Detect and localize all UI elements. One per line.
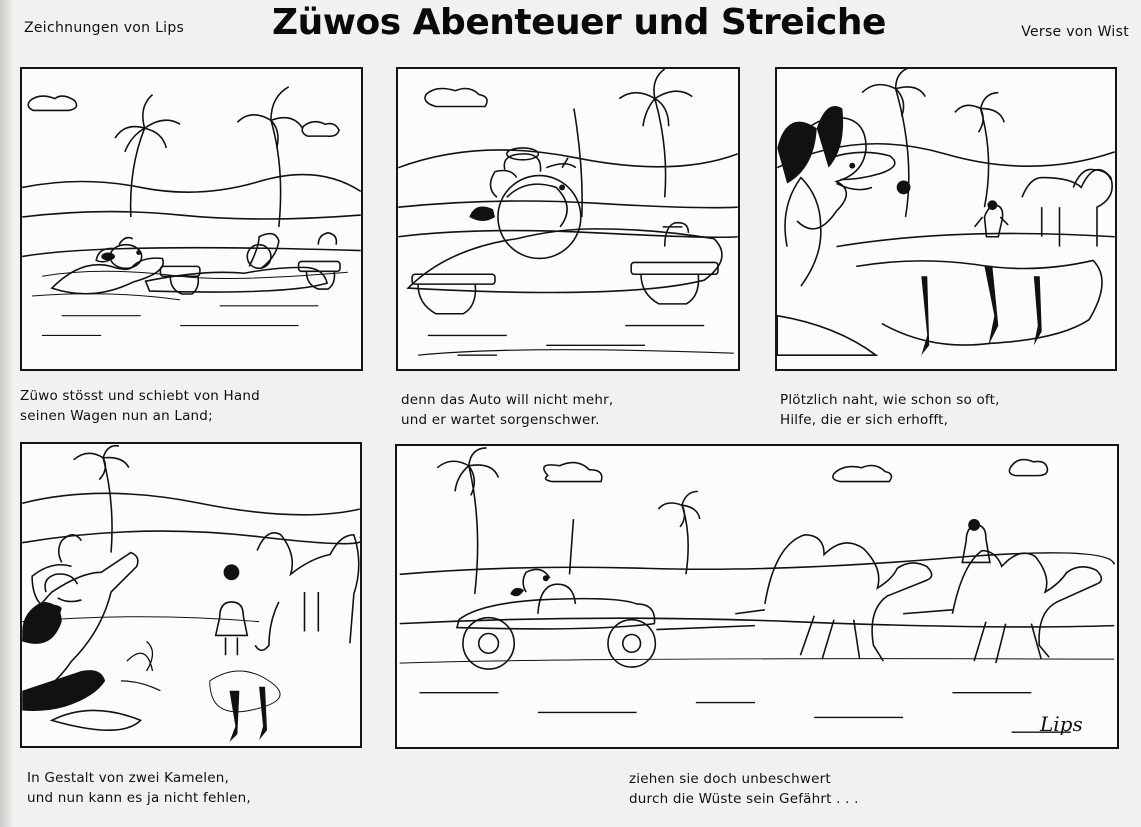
artist-signature: Lips [1040,712,1083,736]
panel-4-caption: In Gestalt von zwei Kamelen, und nun kann es ja nicht fehlen, [27,770,251,806]
panel-2-illustration [398,69,738,369]
panel-1-illustration [22,69,361,369]
panel-3-illustration [777,69,1115,369]
panel-5-illustration [397,446,1117,747]
comic-panel-2 [396,67,740,371]
panel-2-caption: denn das Auto will nicht mehr, und er wartet sorgenschwer. [401,392,614,428]
panel-3-caption: Plötzlich naht, wie schon so oft, Hilfe, die er sich erhofft, [780,392,1000,428]
comic-title: Züwos Abenteuer und Streiche [272,2,886,43]
panel-5-caption: ziehen sie doch unbeschwert durch die Wüste sein Gefährt . . . [629,771,859,807]
scan-shadow [0,0,14,827]
comic-panel-3 [775,67,1117,371]
artist-credit: Zeichnungen von Lips [24,20,185,36]
comic-panel-4 [20,442,362,748]
writer-credit: Verse von Wist [1021,24,1129,40]
panel-4-illustration [22,444,360,746]
comic-panel-5 [395,444,1119,749]
panel-1-caption: Züwo stösst und schiebt von Hand seinen Wagen nun an Land; [20,388,260,424]
comic-panel-1 [20,67,363,371]
